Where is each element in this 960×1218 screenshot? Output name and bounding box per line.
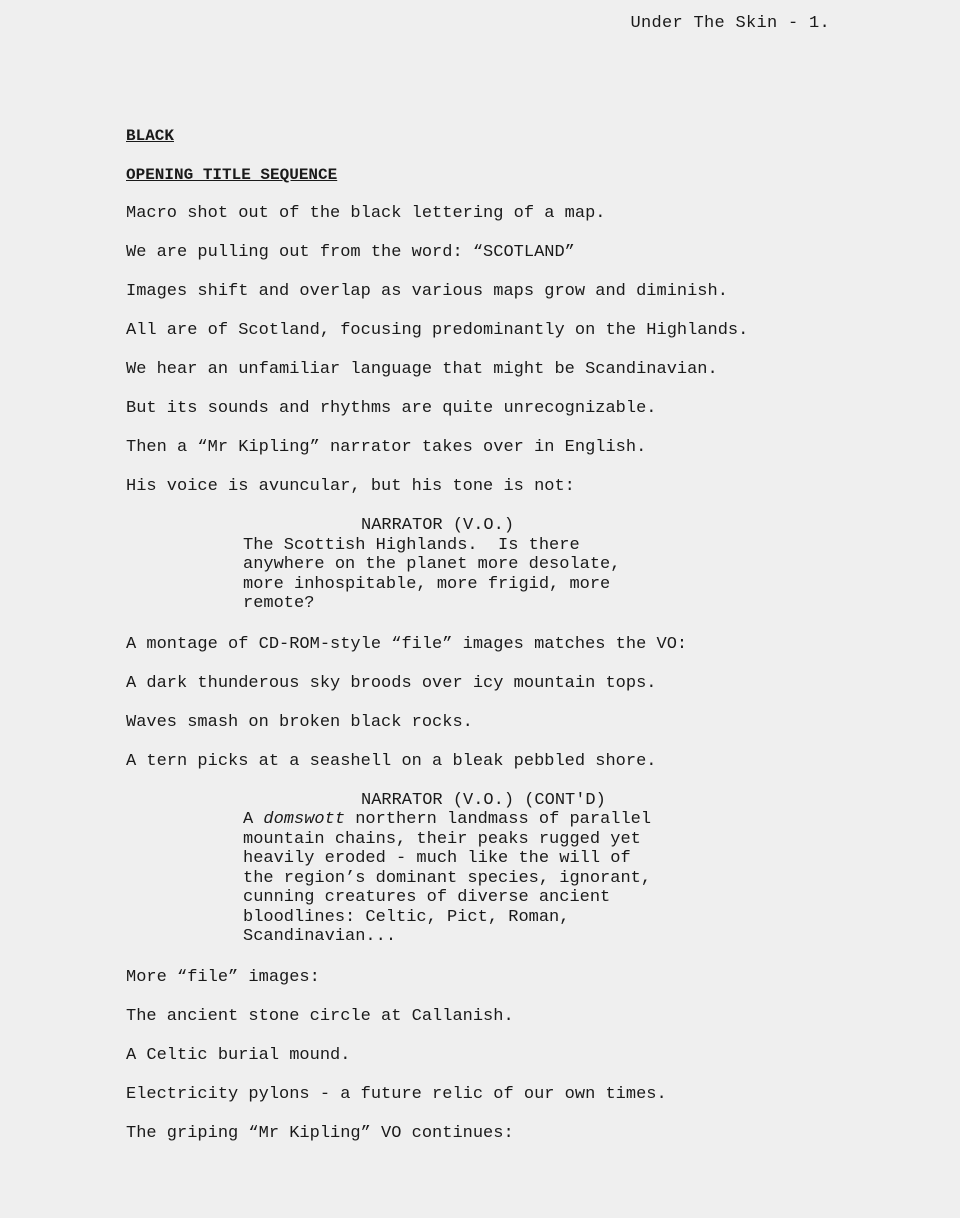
action-line: A tern picks at a seashell on a bleak pebbled shore. (126, 751, 657, 771)
dialogue-line: more inhospitable, more frigid, more (243, 574, 611, 594)
dialogue-line: heavily eroded - much like the will of (243, 849, 631, 868)
action-line: A montage of CD-ROM-style “file” images matches the VO: (126, 634, 688, 654)
action-line: We are pulling out from the word: “SCOTLAND” (126, 243, 575, 262)
action-line: We hear an unfamiliar language that might be Scandinavian. (126, 360, 718, 379)
action-line: Then a “Mr Kipling” narrator takes over in English. (126, 438, 647, 457)
dialogue-line: the region’s dominant species, ignorant, (243, 868, 652, 888)
action-line: His voice is avuncular, but his tone is not: (126, 477, 575, 496)
character-name: NARRATOR (V.O.) (361, 516, 515, 535)
scene-heading-opening-title: OPENING TITLE SEQUENCE (126, 166, 338, 184)
action-line: Macro shot out of the black lettering of a map. (126, 204, 606, 223)
action-line: But its sounds and rhythms are quite unrecognizable. (126, 399, 657, 418)
page-header: Under The Skin - 1. (630, 14, 830, 33)
action-line: Electricity pylons - a future relic of our own times. (126, 1084, 667, 1104)
dialogue-text: northern landmass of parallel (345, 810, 652, 829)
dialogue-line: anywhere on the planet more desolate, (243, 555, 621, 574)
action-line: The griping “Mr Kipling” VO continues: (126, 1123, 514, 1143)
dialogue-line: cunning creatures of diverse ancient (243, 888, 611, 907)
dialogue-line: The Scottish Highlands. Is there (243, 535, 580, 555)
dialogue-line: Scandinavian... (243, 927, 397, 946)
dialogue-block (243, 791, 886, 947)
dialogue-block (243, 516, 886, 614)
character-name: NARRATOR (V.O.) (CONT'D) (361, 790, 606, 810)
action-line: A Celtic burial mound. (126, 1045, 351, 1065)
dialogue-line (243, 810, 886, 830)
action-line: Images shift and overlap as various maps grow and diminish. (126, 282, 728, 301)
dialogue-line: remote? (243, 594, 315, 613)
script-content (126, 126, 886, 1163)
action-line: More “file” images: (126, 967, 320, 987)
dialogue-line: bloodlines: Celtic, Pict, Roman, (243, 907, 570, 927)
action-line: Waves smash on broken black rocks. (126, 712, 473, 732)
dialogue-line: mountain chains, their peaks rugged yet (243, 829, 641, 849)
dialogue-text: A (243, 810, 264, 829)
action-line: A dark thunderous sky broods over icy mountain tops. (126, 673, 657, 693)
scene-heading-black: BLACK (126, 127, 175, 145)
action-line: The ancient stone circle at Callanish. (126, 1006, 514, 1026)
action-line: All are of Scotland, focusing predominantly on the Highlands. (126, 321, 749, 340)
dialogue-italic-word: domswott (263, 810, 346, 829)
